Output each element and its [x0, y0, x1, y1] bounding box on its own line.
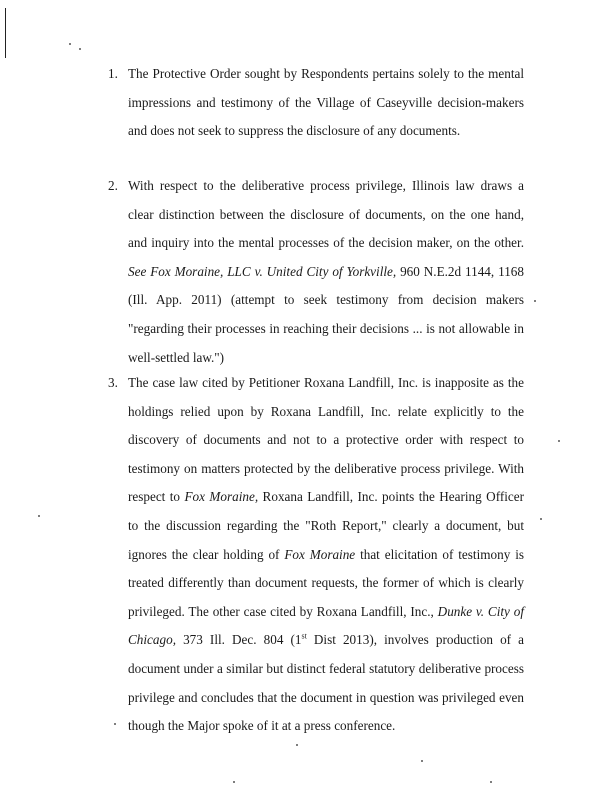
text-segment: 373 Ill. Dec. 804 (1 — [176, 632, 302, 648]
paragraph-number: 2. — [108, 178, 118, 193]
paragraph-text — [128, 172, 524, 372]
numbered-paragraph-3 — [108, 369, 524, 741]
scan-speck — [421, 760, 423, 762]
scan-speck — [296, 744, 298, 746]
paragraph-text: The Protective Order sought by Respondents pertains solely to the mental impressions and testimony of the Village of Caseyville decision-makers and does not seek to suppress the disclosure of any documents. — [128, 66, 524, 139]
text-segment: The case law cited by Petitioner Roxana Landfill, Inc. is inapposite as the holdings relied upon by Roxana Landfill, Inc. relate explicitly to the discovery of documents and not to a protective order with respect to testimony on matters protected by the deliberative process privilege. With respect to — [128, 375, 524, 505]
case-citation: Fox Moraine — [284, 546, 356, 562]
numbered-paragraph-2 — [108, 172, 524, 372]
case-citation: Fox Moraine, — [184, 489, 259, 505]
scan-speck — [534, 300, 536, 302]
scan-speck — [540, 518, 542, 520]
text-segment: Dist 2013), involves production of a document under a similar but distinct federal statutory deliberative process privilege and concludes that the document in question was privileged even though the Major spoke of it at a press conference. — [128, 632, 524, 734]
case-citation: Dunke v. City of Chicago, — [128, 603, 525, 648]
scan-speck — [79, 48, 81, 50]
paragraph-number: 3. — [108, 375, 118, 390]
scan-speck — [114, 723, 116, 725]
scan-speck — [69, 43, 71, 45]
paragraph-text — [128, 369, 524, 741]
text-segment: With respect to the deliberative process privilege, Illinois law draws a clear distinction between the disclosure of documents, on the one hand, and inquiry into the mental processes of the decision maker, on the other. — [128, 178, 524, 251]
margin-mark — [5, 8, 6, 58]
scan-speck — [38, 515, 40, 517]
scan-speck — [558, 440, 560, 442]
scan-speck — [233, 781, 235, 783]
superscript: st — [301, 631, 307, 641]
text-segment: 960 N.E.2d 1144, 1168 (Ill. App. 2011) (attempt to seek testimony from decision makers "regarding their processes in reaching their decisions ... is not allowable in well-settled law.") — [128, 263, 524, 365]
numbered-paragraph-1 — [108, 60, 524, 146]
text-segment: Roxana Landfill, Inc. points the Hearing Officer to the discussion regarding the "Roth Report," clearly a document, but ignores the clear holding of — [128, 489, 524, 562]
scan-speck — [490, 781, 492, 783]
text-segment: that elicitation of testimony is treated differently than document requests, the former of which is clearly privileged. The other case cited by Roxana Landfill, Inc., — [128, 546, 524, 619]
case-citation: See Fox Moraine, LLC v. United City of Yorkville, — [128, 263, 397, 279]
paragraph-number: 1. — [108, 66, 118, 81]
